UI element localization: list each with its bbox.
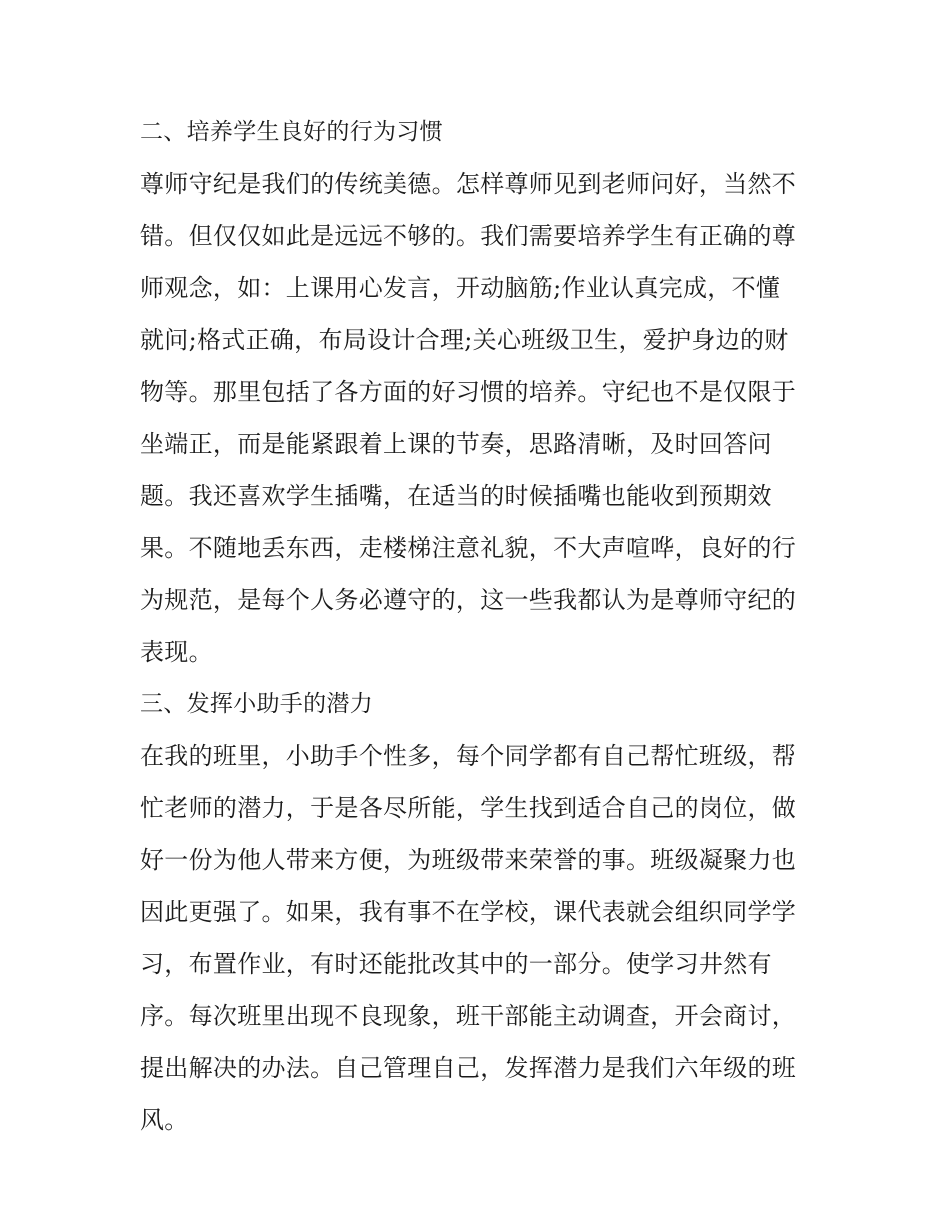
paragraph-line: 序。每次班里出现不良现象，班干部能主动调查，开会商讨， [140,1002,797,1030]
paragraph-line: 题。我还喜欢学生插嘴，在适当的时候插嘴也能收到预期效 [140,482,772,510]
paragraph-line: 为规范，是每个人务必遵守的，这一些我都认为是尊师守纪的 [140,586,797,614]
paragraph-line: 果。不随地丢东西，走楼梯注意礼貌，不大声喧哗，良好的行 [140,534,797,562]
paragraph-line: 表现。 [140,638,213,666]
paragraph-line: 忙老师的潜力，于是各尽所能，学生找到适合自己的岗位，做 [140,794,797,822]
paragraph-line: 坐端正，而是能紧跟着上课的节奏，思路清晰，及时回答问 [140,430,772,458]
paragraph-line: 错。但仅仅如此是远远不够的。我们需要培养学生有正确的尊 [140,222,797,250]
section-heading: 二、培养学生良好的行为习惯 [140,119,443,145]
paragraph-line: 好一份为他人带来方便，为班级带来荣誉的事。班级凝聚力也 [140,846,797,874]
paragraph-line: 尊师守纪是我们的传统美德。怎样尊师见到老师问好，当然不 [140,170,797,198]
paragraph-line: 提出解决的办法。自己管理自己，发挥潜力是我们六年级的班 [140,1054,797,1082]
paragraph-line: 因此更强了。如果，我有事不在学校，课代表就会组织同学学 [140,898,797,926]
paragraph-line: 在我的班里，小助手个性多，每个同学都有自己帮忙班级，帮 [140,742,797,770]
section-heading: 三、发挥小助手的潜力 [140,691,373,717]
paragraph-line: 物等。那里包括了各方面的好习惯的培养。守纪也不是仅限于 [140,378,797,406]
paragraph-line: 习，布置作业，有时还能批改其中的一部分。使学习井然有 [140,950,772,978]
document-body [140,106,820,1146]
paragraph-line: 师观念，如：上课用心发言，开动脑筋;作业认真完成，不懂 [140,274,781,302]
paragraph-line: 就问;格式正确，布局设计合理;关心班级卫生，爱护身边的财 [140,326,789,354]
paragraph-line: 风。 [140,1106,189,1134]
